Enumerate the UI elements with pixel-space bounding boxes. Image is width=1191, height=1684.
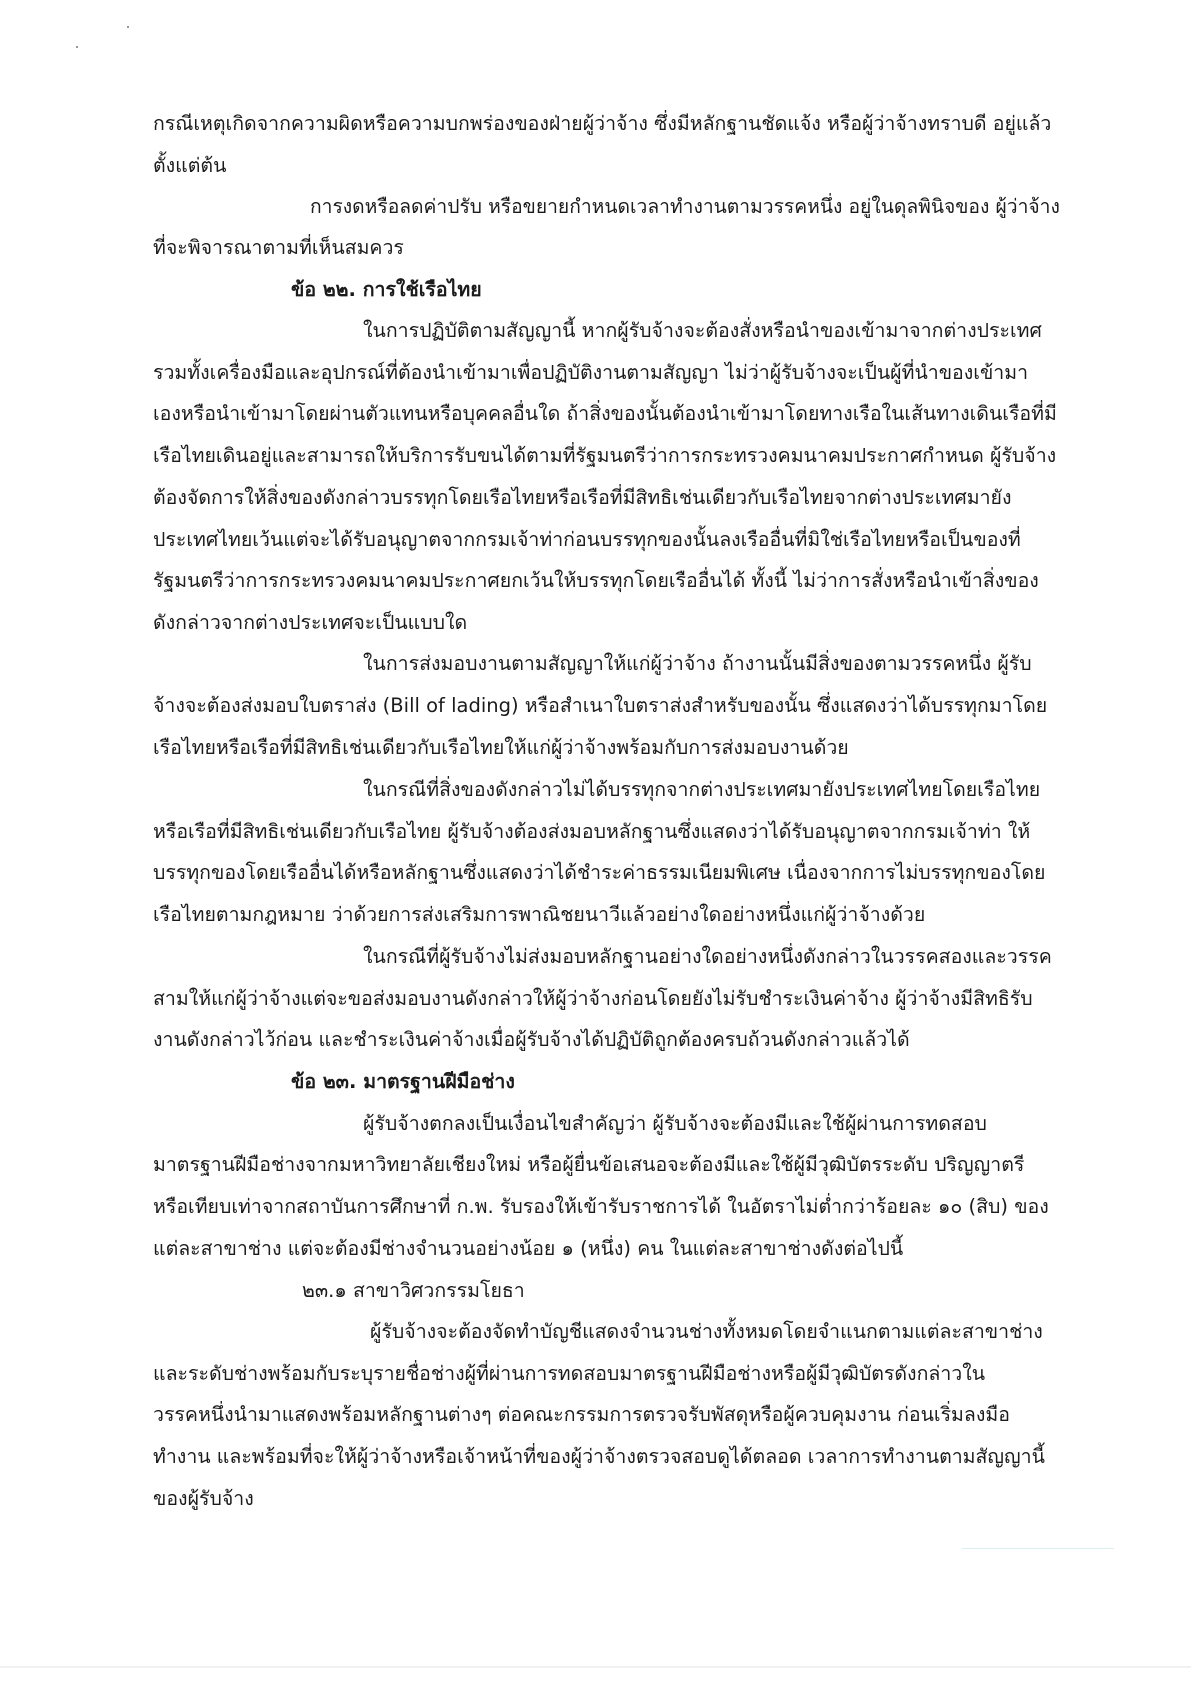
body-text-line: งานดังกล่าวไว้ก่อน และชำระเงินค่าจ้างเมื่อผู้รับจ้างได้ปฏิบัติถูกต้องครบถ้วนดังกล่าวแล้วได้: [153, 1028, 910, 1051]
body-text-line: ในกรณีที่ผู้รับจ้างไม่ส่งมอบหลักฐานอย่างใดอย่างหนึ่งดังกล่าวในวรรคสองและวรรค: [363, 945, 1052, 968]
body-text-line: จ้างจะต้องส่งมอบใบตราส่ง (Bill of lading) หรือสำเนาใบตราส่งสำหรับของนั้น ซึ่งแสดงว่าได้บรรทุกมาโดย: [153, 694, 1048, 717]
body-text-line: ดังกล่าวจากต่างประเทศจะเป็นแบบใด: [153, 611, 468, 634]
body-text-line: มาตรฐานฝีมือช่างจากมหาวิทยาลัยเชียงใหม่ หรือผู้ยื่นข้อเสนอจะต้องมีและใช้ผู้มีวุฒิบัตรระดับ ปริญญาตรี: [153, 1153, 1025, 1176]
body-text-line: ในการส่งมอบงานตามสัญญาให้แก่ผู้ว่าจ้าง ถ้างานนั้นมีสิ่งของตามวรรคหนึ่ง ผู้รับ: [363, 652, 1032, 675]
scan-artifact-line: [962, 1548, 1114, 1549]
body-text-line: เรือไทยตามกฎหมาย ว่าด้วยการส่งเสริมการพาณิชยนาวีแล้วอย่างใดอย่างหนึ่งแก่ผู้ว่าจ้างด้วย: [153, 903, 926, 926]
body-text-line: หรือเทียบเท่าจากสถาบันการศึกษาที่ ก.พ. รับรองให้เข้ารับราชการได้ ในอัตราไม่ต่ำกว่าร้อยละ ๑๐ (สิบ) ของ: [153, 1195, 1049, 1218]
body-text-line: เองหรือนำเข้ามาโดยผ่านตัวแทนหรือบุคคลอื่นใด ถ้าสิ่งของนั้นต้องนำเข้ามาโดยทางเรือในเส้นทางเดินเรือที่มี: [153, 402, 1057, 425]
clause-22-heading: ข้อ ๒๒. การใช้เรือไทย: [291, 278, 482, 301]
body-text-line: สามให้แก่ผู้ว่าจ้างแต่จะขอส่งมอบงานดังกล่าวให้ผู้ว่าจ้างก่อนโดยยังไม่รับชำระเงินค่าจ้าง ผู้ว่าจ้างมีสิทธิรับ: [153, 987, 1033, 1010]
body-text-line: ในการปฏิบัติตามสัญญานี้ หากผู้รับจ้างจะต้องสั่งหรือนำของเข้ามาจากต่างประเทศ: [363, 319, 1042, 342]
body-text-line: ในกรณีที่สิ่งของดังกล่าวไม่ได้บรรทุกจากต่างประเทศมายังประเทศไทยโดยเรือไทย: [363, 778, 1041, 801]
body-text-line: ผู้รับจ้างจะต้องจัดทำบัญชีแสดงจำนวนช่างทั้งหมดโดยจำแนกตามแต่ละสาขาช่าง: [370, 1320, 1043, 1343]
body-text-line: ประเทศไทยเว้นแต่จะได้รับอนุญาตจากกรมเจ้าท่าก่อนบรรทุกของนั้นลงเรืออื่นที่มิใช่เรือไทยหรือเป็นของที่: [153, 528, 1021, 551]
body-text-line: รัฐมนตรีว่าการกระทรวงคมนาคมประกาศยกเว้นให้บรรทุกโดยเรืออื่นได้ ทั้งนี้ ไม่ว่าการสั่งหรือนำเข้าสิ่งของ: [153, 569, 1039, 592]
clause-23-heading: ข้อ ๒๓. มาตรฐานฝีมือช่าง: [291, 1070, 515, 1093]
body-text-line: ที่จะพิจารณาตามที่เห็นสมควร: [153, 236, 404, 259]
body-text-line: ตั้งแต่ต้น: [153, 154, 227, 177]
scan-speck: [76, 46, 78, 48]
body-text-line: หรือเรือที่มีสิทธิเช่นเดียวกับเรือไทย ผู้รับจ้างต้องส่งมอบหลักฐานซึ่งแสดงว่าได้รับอนุญาตจากกรมเจ้าท่า ให้: [153, 820, 1031, 843]
body-text-line: และระดับช่างพร้อมกับระบุรายชื่อช่างผู้ที่ผ่านการทดสอบมาตรฐานฝีมือช่างหรือผู้มีวุฒิบัตรดังกล่าวใน: [153, 1362, 986, 1385]
body-text-line: วรรคหนึ่งนำมาแสดงพร้อมหลักฐานต่างๆ ต่อคณะกรรมการตรวจรับพัสดุหรือผู้ควบคุมงาน ก่อนเริ่มลงมือ: [153, 1403, 1010, 1426]
body-text-line: ต้องจัดการให้สิ่งของดังกล่าวบรรทุกโดยเรือไทยหรือเรือที่มีสิทธิเช่นเดียวกับเรือไทยจากต่างประเทศมายัง: [153, 486, 1012, 509]
subclause-23-1-heading: ๒๓.๑ สาขาวิศวกรรมโยธา: [302, 1279, 525, 1302]
page-bottom-edge: [0, 1666, 1191, 1668]
body-text-line: ทำงาน และพร้อมที่จะให้ผู้ว่าจ้างหรือเจ้าหน้าที่ของผู้ว่าจ้างตรวจสอบดูได้ตลอด เวลาการทำงานตามสัญญานี้: [153, 1445, 1045, 1468]
scan-speck: [127, 26, 129, 28]
body-text-line: ของผู้รับจ้าง: [153, 1487, 254, 1510]
body-text-line: เรือไทยเดินอยู่และสามารถให้บริการรับขนได้ตามที่รัฐมนตรีว่าการกระทรวงคมนาคมประกาศกำหนด ผู้รับจ้าง: [153, 444, 1057, 467]
body-text-line: การงดหรือลดค่าปรับ หรือขยายกำหนดเวลาทำงานตามวรรคหนึ่ง อยู่ในดุลพินิจของ ผู้ว่าจ้าง: [310, 195, 1060, 218]
body-text-line: รวมทั้งเครื่องมือและอุปกรณ์ที่ต้องนำเข้ามาเพื่อปฏิบัติงานตามสัญญา ไม่ว่าผู้รับจ้างจะเป็นผู้ที่นำของเข้ามา: [153, 361, 1029, 384]
body-text-line: แต่ละสาขาช่าง แต่จะต้องมีช่างจำนวนอย่างน้อย ๑ (หนึ่ง) คน ในแต่ละสาขาช่างดังต่อไปนี้: [153, 1237, 904, 1260]
body-text-line: ผู้รับจ้างตกลงเป็นเงื่อนไขสำคัญว่า ผู้รับจ้างจะต้องมีและใช้ผู้ผ่านการทดสอบ: [363, 1112, 987, 1135]
body-text-line: กรณีเหตุเกิดจากความผิดหรือความบกพร่องของฝ่ายผู้ว่าจ้าง ซึ่งมีหลักฐานชัดแจ้ง หรือผู้ว่าจ้างทราบดี อยู่แล้ว: [153, 112, 1052, 135]
body-text-line: บรรทุกของโดยเรืออื่นได้หรือหลักฐานซึ่งแสดงว่าได้ชำระค่าธรรมเนียมพิเศษ เนื่องจากการไม่บรรทุกของโดย: [153, 861, 1046, 884]
body-text-line: เรือไทยหรือเรือที่มีสิทธิเช่นเดียวกับเรือไทยให้แก่ผู้ว่าจ้างพร้อมกับการส่งมอบงานด้วย: [153, 736, 849, 759]
